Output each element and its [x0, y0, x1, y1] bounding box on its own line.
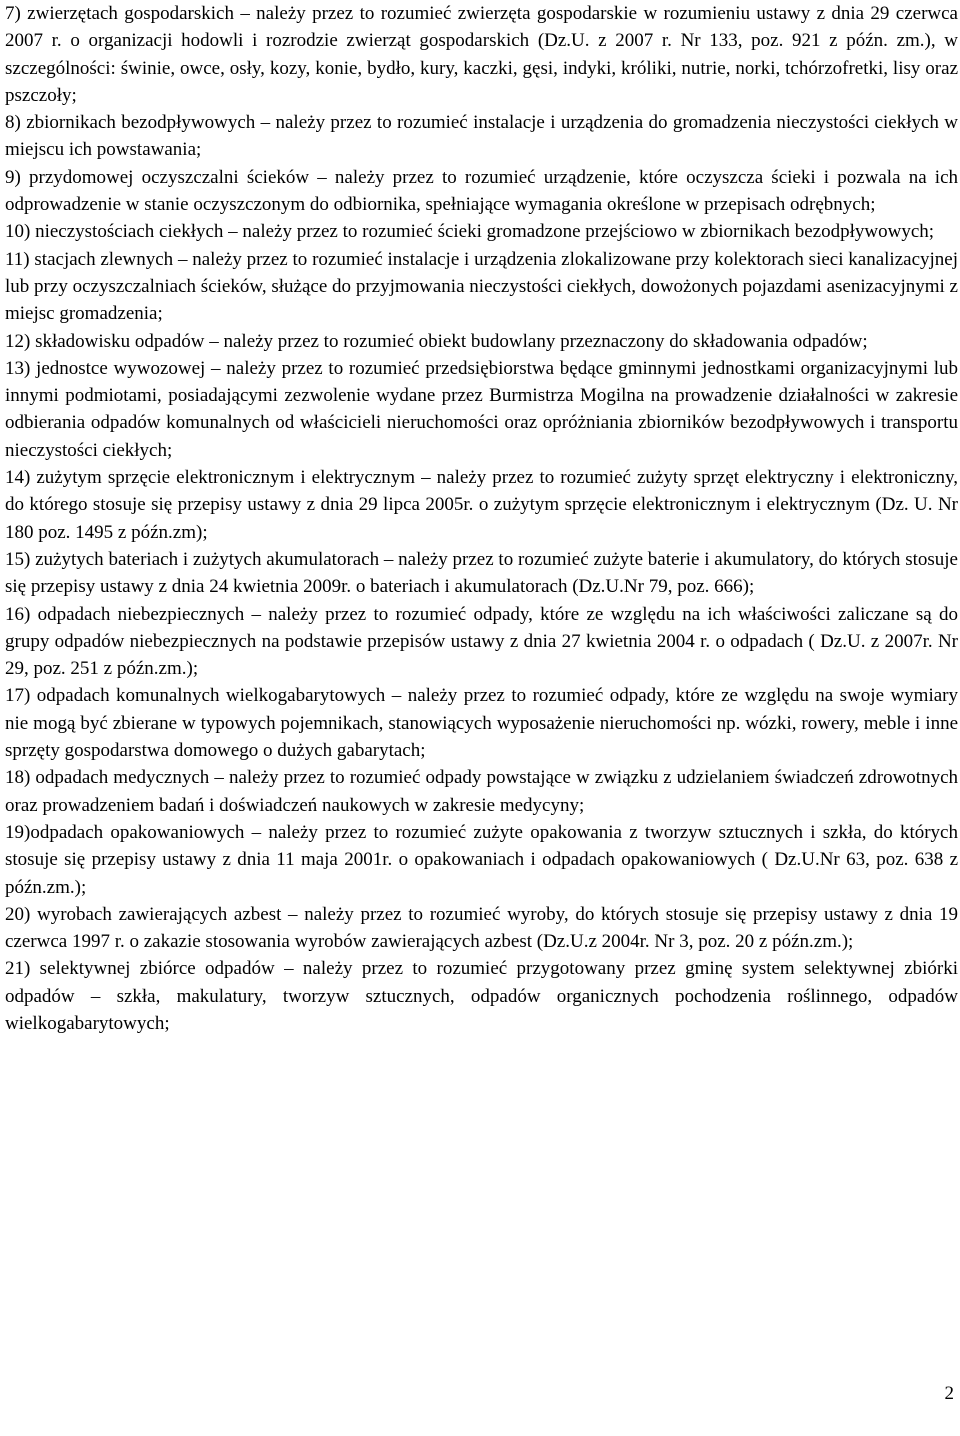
definition-13: 13) jednostce wywozowej – należy przez to rozumieć przedsiębiorstwa będące gminnymi jednostkami organizacyjnymi lub innymi podmiotami, posiadającymi zezwolenie wydane przez Burmistrza Mogilna na prowadzenie działalności w zakresie odbierania odpadów komunalnych od właścicieli nieruchomości oraz opróżniania zbiorników bezodpływowych i transportu nieczystości ciekłych; [5, 357, 958, 461]
definition-11: 11) stacjach zlewnych – należy przez to rozumieć instalacje i urządzenia zlokalizowane przy kolektorach sieci kanalizacyjnej lub przy oczyszczalniach ścieków, służące do przyjmowania nieczystości ciekłych, dowożonych pojazdami asenizacyjnymi z miejsc gromadzenia; [5, 248, 958, 325]
page-number: 2 [944, 1383, 954, 1404]
definition-12: 12) składowisku odpadów – należy przez to rozumieć obiekt budowlany przeznaczony do składowania odpadów; [5, 330, 868, 352]
definition-16: 16) odpadach niebezpiecznych – należy przez to rozumieć odpady, które ze względu na ich właściwości zaliczane są do grupy odpadów niebezpiecznych na podstawie przepisów ustawy z dnia 27 kwietnia 2004 r. o odpadach ( Dz.U. z 2007r. Nr 29, poz. 251 z późn.zm.); [5, 603, 958, 680]
definition-18: 18) odpadach medycznych – należy przez to rozumieć odpady powstające w związku z udzielaniem świadczeń zdrowotnych oraz prowadzeniem badań i doświadczeń naukowych w zakresie medycyny; [5, 767, 958, 816]
definition-8: 8) zbiornikach bezodpływowych – należy przez to rozumieć instalacje i urządzenia do gromadzenia nieczystości ciekłych w miejscu ich powstawania; [5, 112, 958, 161]
definition-19: 19)odpadach opakowaniowych – należy przez to rozumieć zużyte opakowania z tworzyw sztucznych i szkła, do których stosuje się przepisy ustawy z dnia 11 maja 2001r. o opakowaniach i odpadach opakowaniowych ( Dz.U.Nr 63, poz. 638 z późn.zm.); [5, 821, 958, 898]
document-page [5, 0, 958, 1037]
definition-14: 14) zużytym sprzęcie elektronicznym i elektrycznym – należy przez to rozumieć zużyty sprzęt elektryczny i elektroniczny, do którego stosuje się przepisy ustawy z dnia 29 lipca 2005r. o zużytym sprzęcie elektronicznym i elektrycznym (Dz. U. Nr 180 poz. 1495 z późn.zm); [5, 467, 958, 543]
definition-21: 21) selektywnej zbiórce odpadów – należy przez to rozumieć przygotowany przez gminę system selektywnej zbiórki odpadów – szkła, makulatury, tworzyw sztucznych, odpadów organicznych pochodzenia roślinnego, odpadów wielkogabarytowych; [5, 958, 958, 1034]
definition-7: 7) zwierzętach gospodarskich – należy przez to rozumieć zwierzęta gospodarskie w rozumieniu ustawy z dnia 29 czerwca 2007 r. o organizacji hodowli i rozrodzie zwierząt gospodarskich (Dz.U. z 2007 r. Nr 133, poz. 921 z późn. zm.), w szczególności: świnie, owce, osły, kozy, konie, bydło, kury, kaczki, gęsi, indyki, króliki, nutrie, norki, tchórzofretki, lisy oraz pszczoły; [5, 3, 958, 106]
definition-15: 15) zużytych bateriach i zużytych akumulatorach – należy przez to rozumieć zużyte baterie i akumulatory, do których stosuje się przepisy ustawy z dnia 24 kwietnia 2009r. o bateriach i akumulatorach (Dz.U.Nr 79, poz. 666); [5, 548, 958, 598]
definition-20: 20) wyrobach zawierających azbest – należy przez to rozumieć wyroby, do których stosuje się przepisy ustawy z dnia 19 czerwca 1997 r. o zakazie stosowania wyrobów zawierających azbest (Dz.U.z 2004r. Nr 3, poz. 20 z późn.zm.); [5, 903, 958, 953]
definition-10: 10) nieczystościach ciekłych – należy przez to rozumieć ścieki gromadzone przejściowo w zbiornikach bezodpływowych; [5, 221, 935, 243]
definition-17: 17) odpadach komunalnych wielkogabarytowych – należy przez to rozumieć odpady, które ze względu na swoje wymiary nie mogą być zbierane w typowych pojemnikach, stanowiących wyposażenie nieruchomości np. wózki, rowery, meble i inne sprzęty gospodarstwa domowego o dużych gabarytach; [5, 685, 958, 762]
definition-9: 9) przydomowej oczyszczalni ścieków – należy przez to rozumieć urządzenie, które oczyszcza ścieki i pozwala na ich odprowadzenie w stanie oczyszczonym do odbiornika, spełniające wymagania określone w przepisach odrębnych; [5, 166, 958, 216]
